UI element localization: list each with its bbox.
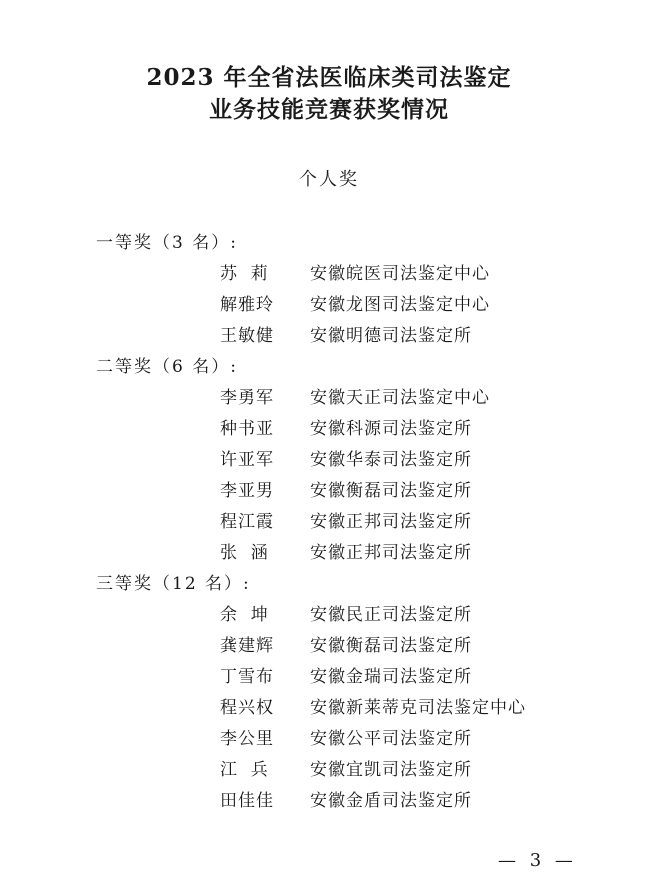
winner-row xyxy=(96,662,616,693)
winner-org: 安徽皖医司法鉴定中心 xyxy=(310,264,490,284)
winner-name: 张 涵 xyxy=(220,543,269,563)
winner-row xyxy=(96,290,616,321)
winner-row xyxy=(96,724,616,755)
document-title xyxy=(0,62,658,126)
winner-row xyxy=(96,786,616,817)
winner-row xyxy=(96,507,616,538)
winner-name: 苏 莉 xyxy=(220,264,269,284)
winner-name: 龚建辉 xyxy=(220,636,274,656)
winner-org: 安徽天正司法鉴定中心 xyxy=(310,388,490,408)
winner-org: 安徽公平司法鉴定所 xyxy=(310,729,472,749)
winner-org: 安徽正邦司法鉴定所 xyxy=(310,543,472,563)
winner-org: 安徽正邦司法鉴定所 xyxy=(310,512,472,532)
winner-name: 李亚男 xyxy=(220,481,274,501)
winner-org: 安徽宜凯司法鉴定所 xyxy=(310,760,472,780)
winner-row xyxy=(96,259,616,290)
winner-name: 余 坤 xyxy=(220,605,269,625)
page-number: — 3 — xyxy=(498,850,577,871)
winner-org: 安徽科源司法鉴定所 xyxy=(310,419,472,439)
winner-org: 安徽明德司法鉴定所 xyxy=(310,326,472,346)
winner-org: 安徽华泰司法鉴定所 xyxy=(310,450,472,470)
winner-row xyxy=(96,414,616,445)
title-line-2: 业务技能竞赛获奖情况 xyxy=(209,96,449,123)
winner-name: 丁雪布 xyxy=(220,667,274,687)
title-line-1: 2023 年全省法医临床类司法鉴定 xyxy=(146,64,512,91)
winner-org: 安徽金瑞司法鉴定所 xyxy=(310,667,472,687)
winner-row xyxy=(96,631,616,662)
winner-row xyxy=(96,321,616,352)
winner-row xyxy=(96,445,616,476)
winner-org: 安徽衡磊司法鉴定所 xyxy=(310,481,472,501)
winner-name: 解雅玲 xyxy=(220,295,274,315)
award-list xyxy=(96,228,616,817)
winner-org: 安徽衡磊司法鉴定所 xyxy=(310,636,472,656)
winner-org: 安徽金盾司法鉴定所 xyxy=(310,791,472,811)
winner-row xyxy=(96,693,616,724)
award-grade-label: 三等奖（12 名）: xyxy=(96,574,251,594)
winner-row xyxy=(96,755,616,786)
winner-row xyxy=(96,476,616,507)
winner-org: 安徽民正司法鉴定所 xyxy=(310,605,472,625)
winner-org: 安徽新莱蒂克司法鉴定中心 xyxy=(310,698,526,718)
award-grade-label: 一等奖（3 名）: xyxy=(96,233,238,253)
winner-name: 李勇军 xyxy=(220,388,274,408)
winner-name: 许亚军 xyxy=(220,450,274,470)
winner-name: 王敏健 xyxy=(220,326,274,346)
winner-name: 田佳佳 xyxy=(220,791,274,811)
winner-name: 种书亚 xyxy=(220,419,274,439)
award-grade-label: 二等奖（6 名）: xyxy=(96,357,238,377)
winner-name: 李公里 xyxy=(220,729,274,749)
winner-name: 程兴权 xyxy=(220,698,274,718)
section-title: 个人奖 xyxy=(299,169,359,190)
winner-row xyxy=(96,383,616,414)
winner-name: 程江霞 xyxy=(220,512,274,532)
winner-name: 江 兵 xyxy=(220,760,269,780)
winner-row xyxy=(96,600,616,631)
winner-row xyxy=(96,538,616,569)
winner-org: 安徽龙图司法鉴定中心 xyxy=(310,295,490,315)
